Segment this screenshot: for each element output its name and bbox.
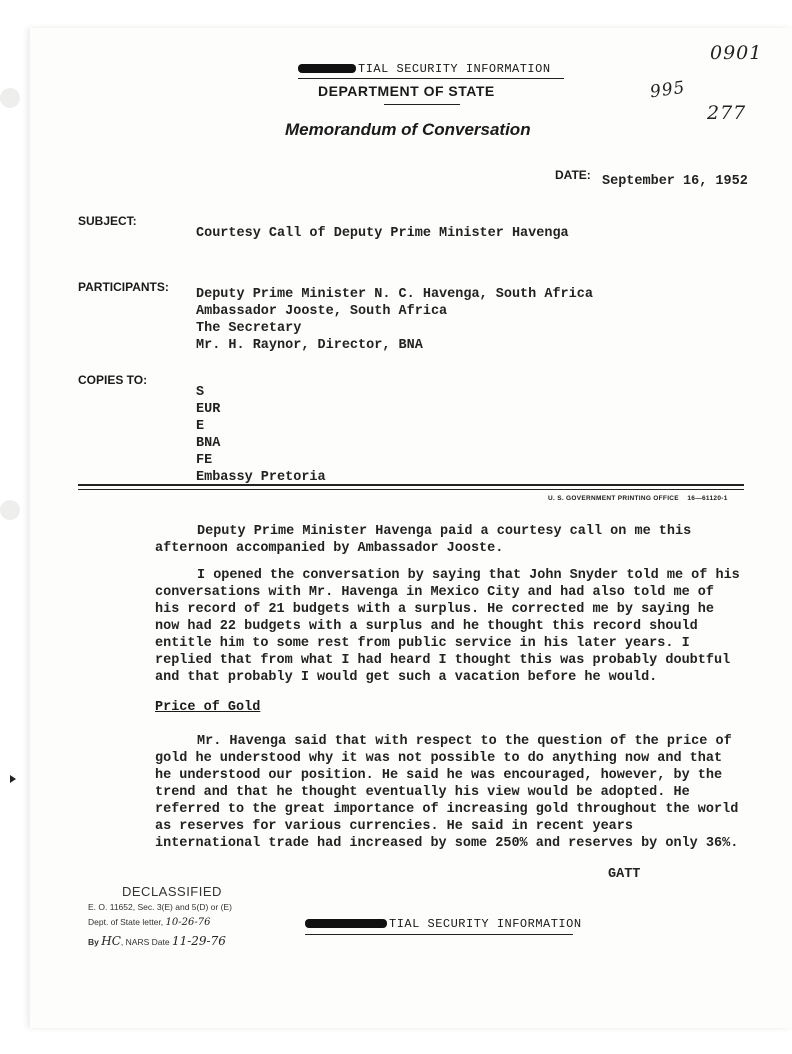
handwritten-number: 0901 — [710, 42, 763, 64]
redaction-bar — [305, 919, 387, 928]
subject-value: Courtesy Call of Deputy Prime Minister Havenga — [196, 226, 569, 241]
continuation-marker: GATT — [608, 867, 641, 882]
declassification-stamp — [88, 884, 298, 948]
list-item: Deputy Prime Minister N. C. Havenga, South Africa — [196, 287, 593, 302]
declass-by: By HC, NARS Date 11-29-76 — [88, 934, 226, 948]
handwritten-number: 277 — [707, 102, 747, 124]
list-item: BNA — [196, 436, 221, 451]
classification-marking: TIAL SECURITY INFORMATION — [298, 62, 551, 76]
list-item: The Secretary — [196, 321, 302, 336]
subject-label: SUBJECT: — [78, 214, 137, 228]
declass-authority: E. O. 11652, Sec. 3(E) and 5(D) or (E) — [88, 902, 232, 912]
body-paragraph: I opened the conversation by saying that John Snyder told me of his conversations with Mr. Havenga in Mexico City and had also told me of his record of 21 budgets with a surplus. He corrected me by saying he now had 22 budgets with a surplus and he thought this record should entitle him to some rest from public service in his later years. I replied that from what I had heard I thought this was probably doubtful and that probably I would get such a vacation before he would. — [155, 568, 740, 685]
list-item: EUR — [196, 402, 221, 417]
section-heading: Price of Gold — [155, 700, 261, 715]
redaction-bar — [298, 64, 356, 73]
department-title: DEPARTMENT OF STATE — [318, 83, 495, 99]
divider — [78, 484, 744, 486]
punch-hole — [0, 88, 20, 108]
list-item: E — [196, 419, 205, 434]
date-label: DATE: — [555, 168, 591, 182]
list-item: S — [196, 385, 205, 400]
classification-marking: TIAL SECURITY INFORMATION — [305, 917, 582, 931]
declass-letter: Dept. of State letter, 10-26-76 — [88, 917, 211, 928]
memo-title: Memorandum of Conversation — [285, 120, 531, 139]
copies-label: COPIES TO: — [78, 373, 148, 387]
gpo-imprint: U. S. GOVERNMENT PRINTING OFFICE 16—61120-1 — [548, 495, 728, 502]
dept-rule — [384, 104, 460, 105]
list-item: Embassy Pretoria — [196, 470, 326, 485]
declass-title: DECLASSIFIED — [122, 884, 222, 899]
punch-hole — [0, 500, 20, 520]
participants-label: PARTICIPANTS: — [78, 280, 169, 294]
body-paragraph: Deputy Prime Minister Havenga paid a courtesy call on me this afternoon accompanied by Ambassador Jooste. — [155, 524, 692, 556]
classification-underline — [298, 78, 564, 79]
handwritten-number: 995 — [648, 77, 687, 103]
date-value: September 16, 1952 — [602, 174, 748, 189]
participants-list — [196, 286, 593, 354]
list-item: FE — [196, 453, 213, 468]
list-item: Mr. H. Raynor, Director, BNA — [196, 338, 423, 353]
divider — [78, 489, 744, 490]
margin-mark — [10, 775, 16, 783]
classification-underline — [305, 934, 573, 935]
copies-list — [196, 384, 326, 486]
list-item: Ambassador Jooste, South Africa — [196, 304, 448, 319]
body-paragraph: Mr. Havenga said that with respect to the question of the price of gold he understood why it was not possible to do anything now and that he understood our position. He said he was encouraged, however, by the trend and that he thought eventually his view would be adopted. He referred to the great importance of increasing gold throughout the world as reserves for various currencies. He said in recent years international trade had increased by some 250% and reserves by only 36%. — [155, 734, 739, 851]
